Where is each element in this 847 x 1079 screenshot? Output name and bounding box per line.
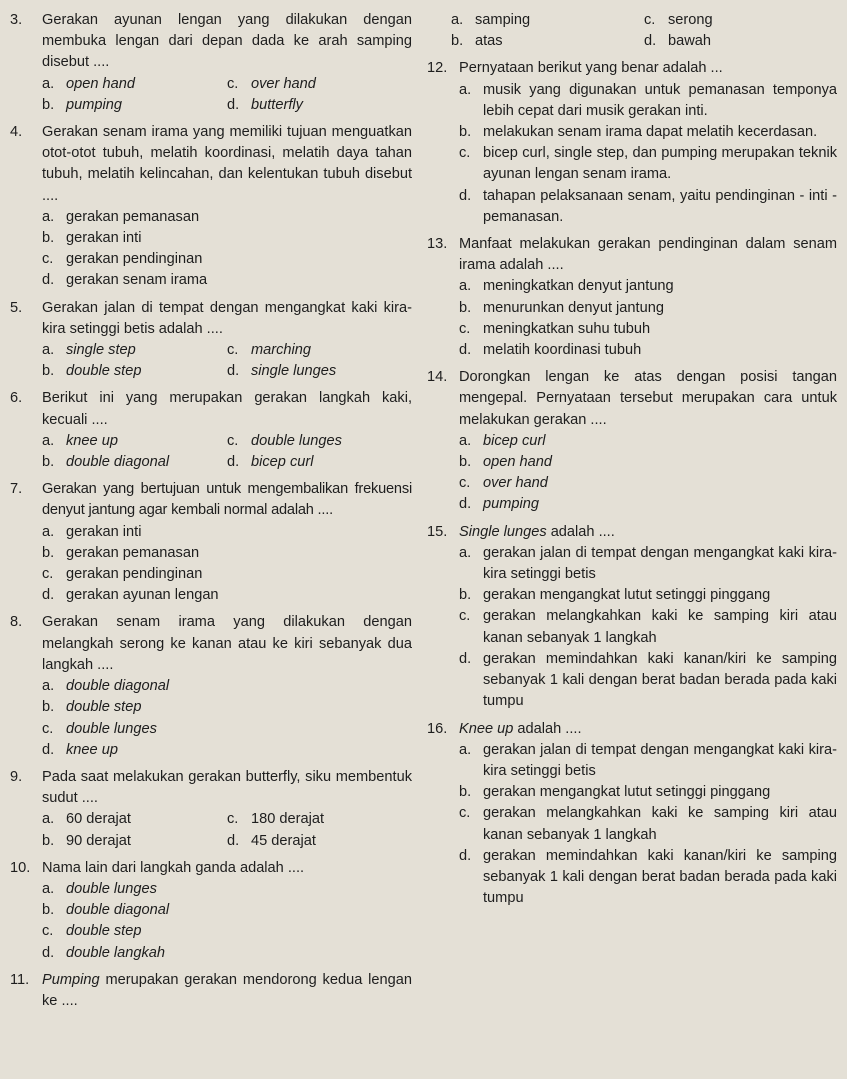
question-7: [10, 479, 412, 606]
option-a[interactable]: a. bicep curl: [459, 432, 546, 449]
option-c[interactable]: c. 180 derajat: [227, 811, 325, 828]
question-stem: Pada saat melakukan gerakan butterfly, siku membentuk sudut ....: [42, 768, 412, 807]
question-3: [10, 10, 412, 116]
option-d[interactable]: d. pumping: [459, 496, 539, 513]
question-number: 15.: [427, 523, 448, 540]
option-c[interactable]: c. over hand: [227, 75, 316, 92]
option-b[interactable]: b. pumping: [42, 96, 122, 113]
question-number: 6.: [10, 390, 23, 407]
question-stem: Nama lain dari langkah ganda adalah ....: [42, 859, 305, 876]
question-6: [10, 388, 412, 473]
question-number: 14.: [427, 369, 448, 386]
option-b[interactable]: b. gerakan inti: [42, 230, 142, 247]
option-c[interactable]: c. gerakan pendinginan: [42, 566, 203, 583]
option-b[interactable]: b. melakukan senam irama dapat melatih kecerdasan.: [459, 124, 818, 141]
question-4: [10, 122, 412, 292]
option-d[interactable]: d. double langkah: [42, 944, 165, 961]
option-c[interactable]: c. gerakan melangkahkan kaki ke samping kiri atau kanan sebanyak 1 langkah: [459, 805, 837, 843]
option-b[interactable]: b. atas: [451, 33, 503, 50]
option-c[interactable]: c. marching: [227, 342, 312, 359]
question-number: 12.: [427, 60, 448, 77]
question-stem: Single lunges adalah ....: [459, 523, 615, 540]
question-13: [427, 234, 837, 361]
option-d[interactable]: d. melatih koordinasi tubuh: [459, 342, 642, 359]
question-number: 8.: [10, 614, 23, 631]
option-c[interactable]: c. over hand: [459, 475, 548, 492]
option-c[interactable]: c. double lunges: [227, 432, 342, 449]
option-d[interactable]: d. gerakan memindahkan kaki kanan/kiri ke samping sebanyak 1 kali dengan berat badan berada pada kaki tumpu: [459, 650, 837, 710]
option-a[interactable]: a. single step: [42, 342, 136, 359]
question-5: [10, 298, 412, 383]
question-stem: Manfaat melakukan gerakan pendinginan dalam senam irama adalah ....: [459, 236, 837, 274]
question-stem: Gerakan senam irama yang memiliki tujuan menguatkan otot-otot tubuh, melatih koordinasi, melatih daya tahan tubuh, melatih kelincahan, dan kelentukan tubuh disebut ....: [42, 124, 412, 204]
question-stem: Gerakan jalan di tempat dengan mengangkat kaki kira-kira setinggi betis adalah ....: [42, 299, 412, 337]
option-d[interactable]: d. butterfly: [227, 96, 303, 113]
option-a[interactable]: a. gerakan jalan di tempat dengan mengangkat kaki kira-kira setinggi betis: [459, 741, 837, 779]
option-a[interactable]: a. gerakan inti: [42, 523, 142, 540]
option-b[interactable]: b. 90 derajat: [42, 832, 131, 849]
right-column: [427, 10, 837, 909]
option-c[interactable]: c. bicep curl, single step, dan pumping merupakan teknik ayunan lengan senam irama.: [459, 145, 837, 183]
option-d[interactable]: d. 45 derajat: [227, 832, 316, 849]
option-a[interactable]: a. knee up: [42, 432, 118, 449]
option-c[interactable]: c. double step: [42, 923, 142, 940]
option-c[interactable]: c. gerakan melangkahkan kaki ke samping kiri atau kanan sebanyak 1 langkah: [459, 608, 837, 646]
option-d[interactable]: d. gerakan senam irama: [42, 272, 208, 289]
question-11: [10, 970, 412, 1012]
option-b[interactable]: b. double step: [42, 699, 142, 716]
question-15: [427, 522, 837, 713]
option-b[interactable]: b. double diagonal: [42, 902, 170, 919]
option-d[interactable]: d. tahapan pelaksanaan senam, yaitu pendinginan - inti - pemanasan.: [459, 187, 837, 225]
option-a[interactable]: a. musik yang digunakan untuk pemanasan temponya lebih cepat dari musik gerakan inti.: [459, 81, 837, 119]
question-stem: Pumping merupakan gerakan mendorong kedua lengan ke ....: [42, 971, 412, 1009]
question-number: 3.: [10, 12, 23, 28]
question-stem: Gerakan senam irama yang dilakukan dengan melangkah serong ke kanan atau ke kiri sebanyak dua langkah ....: [42, 614, 412, 673]
question-number: 9.: [10, 768, 23, 785]
option-b[interactable]: b. double step: [42, 363, 142, 380]
option-a[interactable]: a. 60 derajat: [42, 811, 131, 828]
question-8: [10, 612, 412, 760]
question-10: [10, 858, 412, 964]
option-b[interactable]: b. gerakan mengangkat lutut setinggi pinggang: [459, 784, 771, 801]
option-a[interactable]: a. samping: [451, 12, 531, 28]
option-b[interactable]: b. open hand: [459, 454, 552, 471]
option-b[interactable]: b. gerakan pemanasan: [42, 544, 200, 561]
option-d[interactable]: d. bicep curl: [227, 454, 314, 471]
question-number: 11.: [10, 971, 30, 988]
option-d[interactable]: d. bawah: [644, 33, 712, 50]
question-14: [427, 367, 837, 515]
option-d[interactable]: d. gerakan ayunan lengan: [42, 587, 219, 604]
question-12: [427, 58, 837, 228]
option-d[interactable]: d. knee up: [42, 741, 118, 758]
question-11-options: [427, 10, 837, 52]
option-c[interactable]: c. meningkatkan suhu tubuh: [459, 320, 651, 337]
option-d[interactable]: d. gerakan memindahkan kaki kanan/kiri ke samping sebanyak 1 kali dengan berat badan berada pada kaki tumpu: [459, 847, 837, 907]
question-number: 5.: [10, 299, 23, 316]
question-stem: Knee up adalah ....: [459, 720, 582, 737]
question-number: 13.: [427, 236, 448, 253]
question-stem: Gerakan yang bertujuan untuk mengembalikan frekuensi denyut jantung agar kembali normal adalah ....: [42, 481, 412, 519]
option-a[interactable]: a. gerakan jalan di tempat dengan mengangkat kaki kira-kira setinggi betis: [459, 544, 837, 583]
option-d[interactable]: d. single lunges: [227, 363, 337, 380]
question-9: [10, 767, 412, 852]
question-stem: Dorongkan lengan ke atas dengan posisi tangan mengepal. Pernyataan tersebut merupakan cara untuk melakukan gerakan ....: [459, 369, 837, 428]
question-stem: Gerakan ayunan lengan yang dilakukan dengan membuka lengan dari depan dada ke arah samping disebut ....: [42, 12, 412, 71]
question-stem: Pernyataan berikut yang benar adalah ...: [459, 60, 723, 77]
option-b[interactable]: b. gerakan mengangkat lutut setinggi pinggang: [459, 587, 771, 604]
option-a[interactable]: a. double lunges: [42, 880, 157, 897]
question-stem: Berikut ini yang merupakan gerakan langkah kaki, kecuali ....: [42, 390, 412, 428]
option-a[interactable]: a. gerakan pemanasan: [42, 208, 200, 225]
option-b[interactable]: b. menurunkan denyut jantung: [459, 299, 664, 316]
option-a[interactable]: a. double diagonal: [42, 678, 170, 695]
option-c[interactable]: c. serong: [644, 12, 713, 28]
question-number: 10.: [10, 859, 31, 876]
question-number: 16.: [427, 720, 448, 737]
question-16: [427, 719, 837, 910]
question-number: 7.: [10, 481, 23, 498]
option-a[interactable]: a. meningkatkan denyut jantung: [459, 278, 674, 295]
option-c[interactable]: c. gerakan pendinginan: [42, 251, 203, 268]
option-a[interactable]: a. open hand: [42, 75, 135, 92]
question-number: 4.: [10, 124, 23, 141]
left-column: [10, 10, 412, 1012]
option-b[interactable]: b. double diagonal: [42, 454, 170, 471]
option-c[interactable]: c. double lunges: [42, 720, 157, 737]
